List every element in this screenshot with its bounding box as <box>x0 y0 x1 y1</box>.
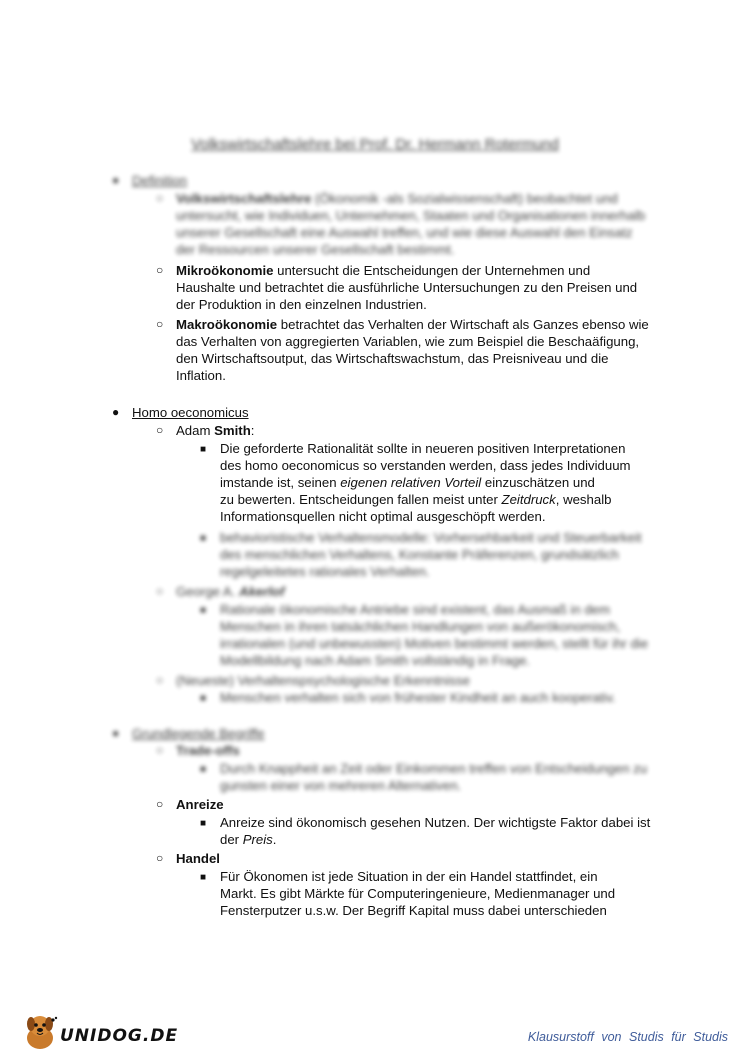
handel-line-1: Für Ökonomen ist jede Situation in der ein Handel stattfindet, ein <box>220 869 598 884</box>
bullet-circle: ○ <box>156 673 164 687</box>
bullet-square: ■ <box>200 764 207 775</box>
vwl-line-2: untersucht, wie Individuen, Unternehmen, Staaten und Organisationen innerhalb <box>176 208 646 223</box>
vwl-line-4: der Ressourcen unserer Gesellschaft bestimmt. <box>176 242 455 257</box>
bullet-square: ■ <box>200 605 207 616</box>
bullet-dot: ● <box>112 726 120 740</box>
bullet-square: ■ <box>200 533 207 544</box>
bullet-square: ■ <box>200 693 207 704</box>
document-title: Volkswirtschaftslehre bei Prof. Dr. Hermann Rotermund <box>191 136 559 153</box>
smith-line-2: des homo oeconomicus so verstanden werden, dass jedes Individuum <box>220 458 631 473</box>
logo-text: UNIDOG.DE <box>60 1026 179 1046</box>
bullet-circle: ○ <box>156 423 164 437</box>
unidog-logo[interactable] <box>20 1012 180 1052</box>
neueste-heading: (Neueste) Verhaltenspsychologische Erkenntnisse <box>176 673 470 688</box>
bullet-circle: ○ <box>156 851 164 865</box>
anreize-line-2: der Preis. <box>220 832 277 847</box>
makro-line-3: den Wirtschaftsoutput, das Wirtschaftswachstum, das Preisniveau und die <box>176 351 609 366</box>
behav-line-2: des menschlichen Verhaltens, Konstante Präferenzen, grundsätzlich <box>220 547 619 562</box>
behav-line-3: regelgeleitetes rationales Verhalten. <box>220 564 430 579</box>
section-heading-definition: Definition <box>132 173 187 188</box>
footer-tagline: Klausurstoff von Studis für Studis <box>527 1030 728 1044</box>
smith-heading: Adam Smith: <box>176 423 255 438</box>
handel-heading: Handel <box>176 851 220 866</box>
mikro-line-1: Mikroökonomie untersucht die Entscheidungen der Unternehmen und <box>176 263 591 278</box>
akerlof-line-1: Rationale ökonomische Antriebe sind existent, das Ausmaß in dem <box>220 602 610 617</box>
neueste-line: Menschen verhalten sich von frühester Kindheit an auch kooperativ. <box>220 690 616 705</box>
smith-line-3: imstande ist, seinen eigenen relativen Vorteil einzuschätzen und <box>220 475 595 490</box>
anreize-line-1: Anreize sind ökonomisch gesehen Nutzen. Der wichtigste Faktor dabei ist <box>220 815 651 830</box>
akerlof-line-3: irrationalen (und unbewussten) Motiven bestimmt werden, stellt für ihr die <box>220 636 649 651</box>
section-heading-homo: Homo oeconomicus <box>132 405 249 420</box>
mikro-line-3: der Produktion in den einzelnen Industrien. <box>176 297 427 312</box>
tradeoffs-heading: Trade-offs <box>176 743 240 758</box>
bullet-square: ■ <box>200 444 207 455</box>
bullet-square: ■ <box>200 818 207 829</box>
makro-line-2: das Verhalten von aggregierten Variablen, wie zum Beispiel die Beschaäfigung, <box>176 334 640 349</box>
bullet-dot: ● <box>112 173 120 187</box>
mikro-line-2: Haushalte und betrachtet die ausführliche Untersuchungen zu den Preisen und <box>176 280 638 295</box>
tradeoffs-line-1: Durch Knappheit an Zeit oder Einkommen treffen von Entscheidungen zu <box>220 761 648 776</box>
akerlof-line-2: Menschen in ihren tatsächlichen Handlungen von außerökonomisch, <box>220 619 621 634</box>
makro-line-4: Inflation. <box>176 368 226 383</box>
bullet-circle: ○ <box>156 317 164 331</box>
anreize-heading: Anreize <box>176 797 224 812</box>
dog-icon <box>20 1012 60 1052</box>
vwl-line-3: unserer Gesellschaft eine Auswahl treffen, und wie diese Auswahl den Einsatz <box>176 225 633 240</box>
section-heading-begriffe: Grundlegende Begriffe <box>132 726 265 741</box>
bullet-circle: ○ <box>156 263 164 277</box>
smith-line-4: zu bewerten. Entscheidungen fallen meist unter Zeitdruck, weshalb <box>220 492 612 507</box>
bullet-dot: ● <box>112 405 120 419</box>
bullet-circle: ○ <box>156 797 164 811</box>
smith-line-1: Die geforderte Rationalität sollte in neueren positiven Interpretationen <box>220 441 626 456</box>
handel-line-3: Fensterputzer u.s.w. Der Begriff Kapital muss dabei unterschieden <box>220 903 607 918</box>
bullet-circle: ○ <box>156 743 164 757</box>
smith-line-5: Informationsquellen nicht optimal ausgeschöpft werden. <box>220 509 546 524</box>
tradeoffs-line-2: gunsten einer von mehreren Alternativen. <box>220 778 462 793</box>
bullet-circle: ○ <box>156 191 164 205</box>
makro-line-1: Makroökonomie betrachtet das Verhalten der Wirtschaft als Ganzes ebenso wie <box>176 317 649 332</box>
bullet-circle: ○ <box>156 584 164 598</box>
behav-line-1: behavioristische Verhaltensmodelle: Vorhersehbarkeit und Steuerbarkeit <box>220 530 642 545</box>
handel-line-2: Markt. Es gibt Märkte für Computeringenieure, Medienmanager und <box>220 886 616 901</box>
akerlof-heading: George A. Akerlof <box>176 584 285 599</box>
vwl-line-1: Volkswirtschaftslehre (Ökonomik -als Sozialwissenschaft) beobachtet und <box>176 191 618 206</box>
bullet-square: ■ <box>200 872 207 883</box>
akerlof-line-4: Modellbildung nach Adam Smith vollständig in Frage. <box>220 653 531 668</box>
